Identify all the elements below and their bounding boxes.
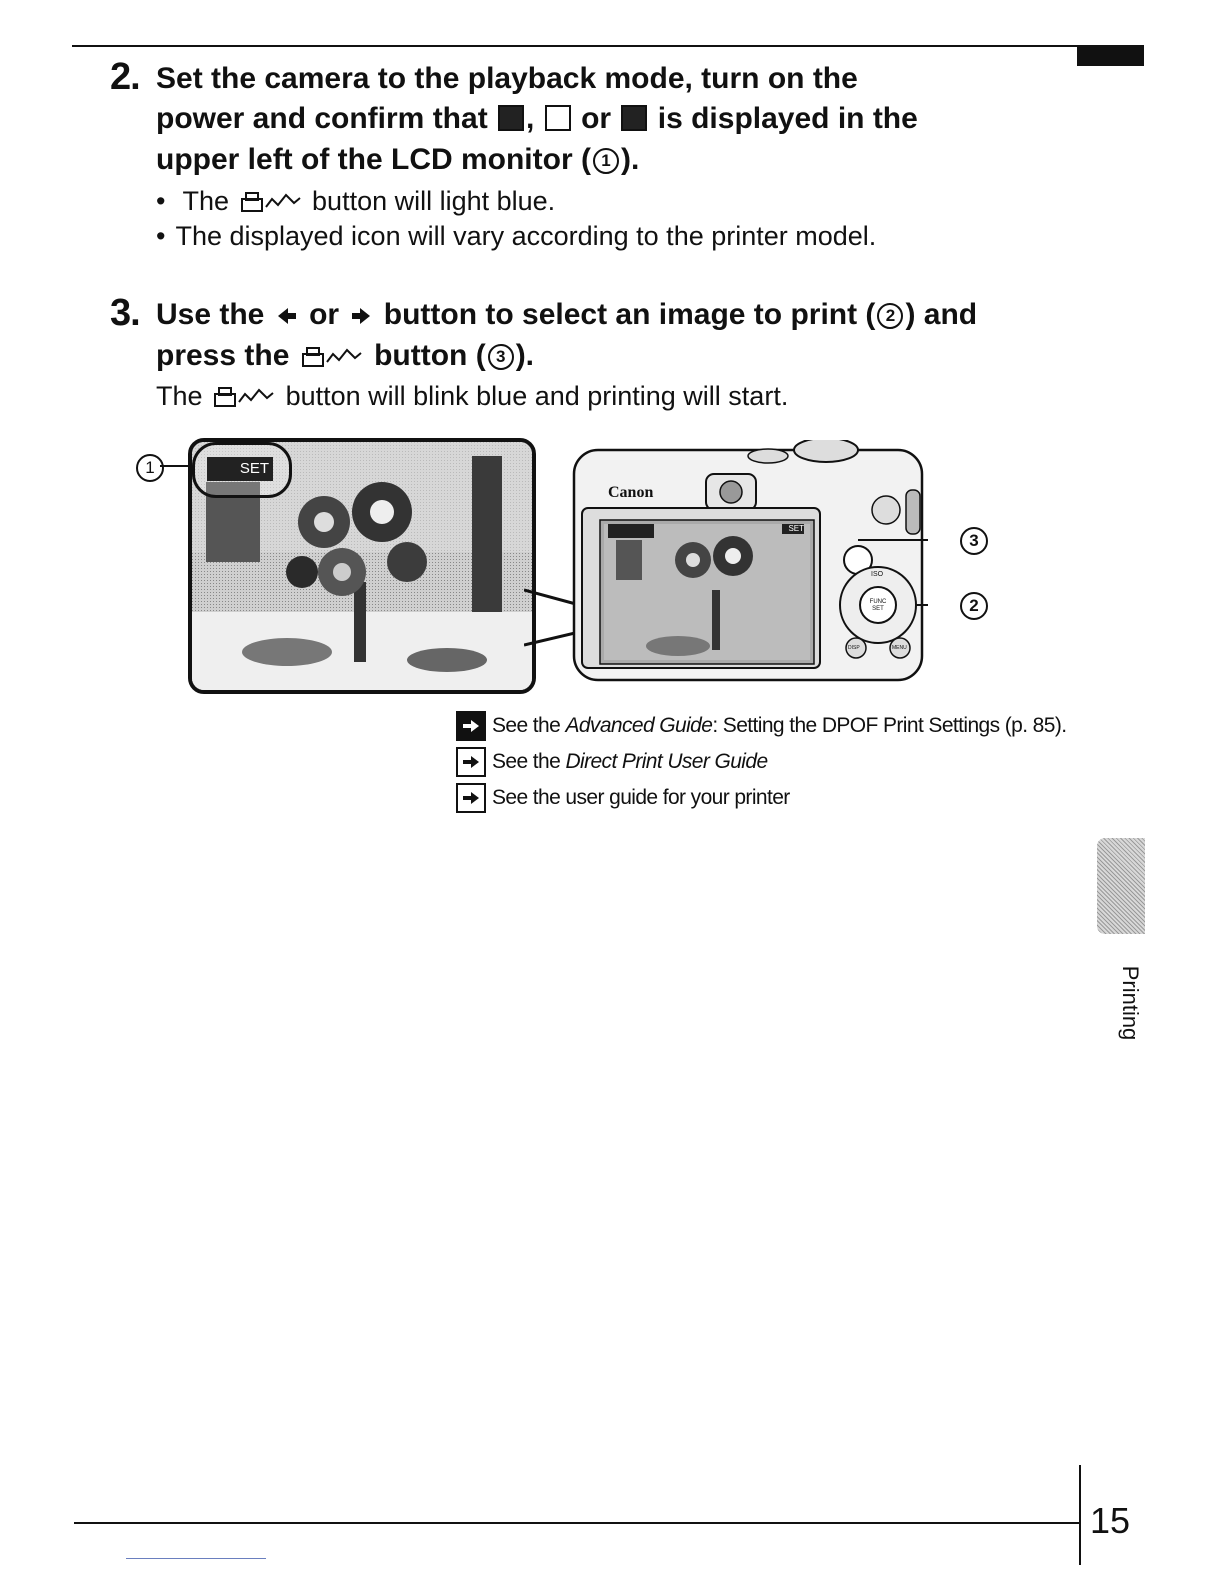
disp-button-label: DISP <box>848 645 860 651</box>
step-3-note <box>156 379 788 414</box>
footer-rule <box>74 1522 1080 1524</box>
bullet-text: The <box>182 186 229 216</box>
step-heading-line-2 <box>156 335 534 376</box>
heading-text: , <box>526 102 535 135</box>
icon-highlight-ring <box>192 442 292 498</box>
cross-references <box>456 708 1066 816</box>
reference-advanced-guide <box>456 708 1066 744</box>
heading-text: power and confirm that <box>156 102 488 135</box>
heading-text: or <box>581 102 612 135</box>
step-heading-line-1 <box>156 294 977 335</box>
right-arrow-icon <box>350 306 372 326</box>
step-number: 2. <box>110 56 140 98</box>
callout-number: 2 <box>960 592 988 620</box>
heading-text: ). <box>620 143 640 176</box>
pictbridge-icon <box>498 105 524 131</box>
reference-text <box>492 750 768 774</box>
func-set-button-label: FUNC SET <box>869 599 887 612</box>
bullet-item <box>156 219 876 254</box>
bullet-text: The displayed icon will vary according to the printer model. <box>175 221 877 251</box>
lcd-print-badge-small: SET <box>782 524 804 534</box>
heading-text: ). <box>515 339 535 372</box>
page-number: 15 <box>1090 1500 1131 1541</box>
bubble-jet-print-icon <box>621 105 647 131</box>
chapter-tab-marker <box>1077 45 1144 66</box>
bullet-item <box>156 184 876 219</box>
chapter-side-tab <box>1097 838 1145 934</box>
reference-printer-guide <box>456 780 1066 816</box>
ref-pre: See the user guide for your printer <box>492 786 790 809</box>
ref-italic: Direct Print User Guide <box>565 750 768 773</box>
camera-brand-logo: Canon <box>608 484 654 501</box>
reference-text <box>492 714 1066 738</box>
heading-text: Use the <box>156 298 265 331</box>
iso-button-label: ISO <box>871 571 884 578</box>
print-share-icon <box>213 385 275 409</box>
camera-body <box>568 440 928 685</box>
step-heading-line-3 <box>156 139 639 180</box>
note-text: button will blink blue and printing will start. <box>285 381 789 411</box>
heading-text: button ( <box>374 339 486 372</box>
ref-italic: Advanced Guide <box>565 714 713 737</box>
heading-text: is displayed in the <box>657 102 918 135</box>
print-share-icon <box>240 190 302 214</box>
heading-text: button to select an image to print ( <box>383 298 876 331</box>
arrow-right-icon <box>456 711 486 741</box>
circled-number: 1 <box>593 148 619 174</box>
camera-back-illustration <box>568 440 928 685</box>
scan-artifact-line <box>126 1558 266 1559</box>
ref-pre: See the <box>492 750 566 773</box>
reference-direct-print-guide <box>456 744 1066 780</box>
canon-direct-print-icon <box>545 105 571 131</box>
chapter-side-label: Printing <box>1118 965 1143 1041</box>
heading-text: upper left of the LCD monitor ( <box>156 143 591 176</box>
heading-text: or <box>309 298 340 331</box>
callout-number: 3 <box>960 527 988 555</box>
ref-post: : Setting the DPOF Print Settings (p. 85). <box>712 714 1067 737</box>
circled-number: 3 <box>488 344 514 370</box>
reference-text <box>492 786 790 810</box>
menu-button-label: MENU <box>892 645 907 651</box>
print-share-icon <box>301 345 363 369</box>
callout-number: 1 <box>136 454 164 482</box>
note-text: The <box>156 381 203 411</box>
lcd-print-badge <box>207 457 273 481</box>
badge-text: SET <box>239 460 269 477</box>
footer-divider <box>1079 1465 1081 1565</box>
callout-3 <box>958 525 990 556</box>
arrow-right-icon <box>456 747 486 777</box>
callout-2 <box>958 590 990 621</box>
step-heading-line-2 <box>156 98 918 139</box>
heading-text: ) and <box>905 298 978 331</box>
heading-text: press the <box>156 339 290 372</box>
step-heading-line-1: Set the camera to the playback mode, turn on the <box>156 62 858 95</box>
left-arrow-icon <box>276 306 298 326</box>
circled-number: 2 <box>877 303 903 329</box>
arrow-right-icon <box>456 783 486 813</box>
step-2-bullets <box>156 184 876 254</box>
top-rule <box>72 45 1144 47</box>
bullet-text: button will light blue. <box>312 186 556 216</box>
step-number: 3. <box>110 292 140 334</box>
ref-pre: See the <box>492 714 566 737</box>
